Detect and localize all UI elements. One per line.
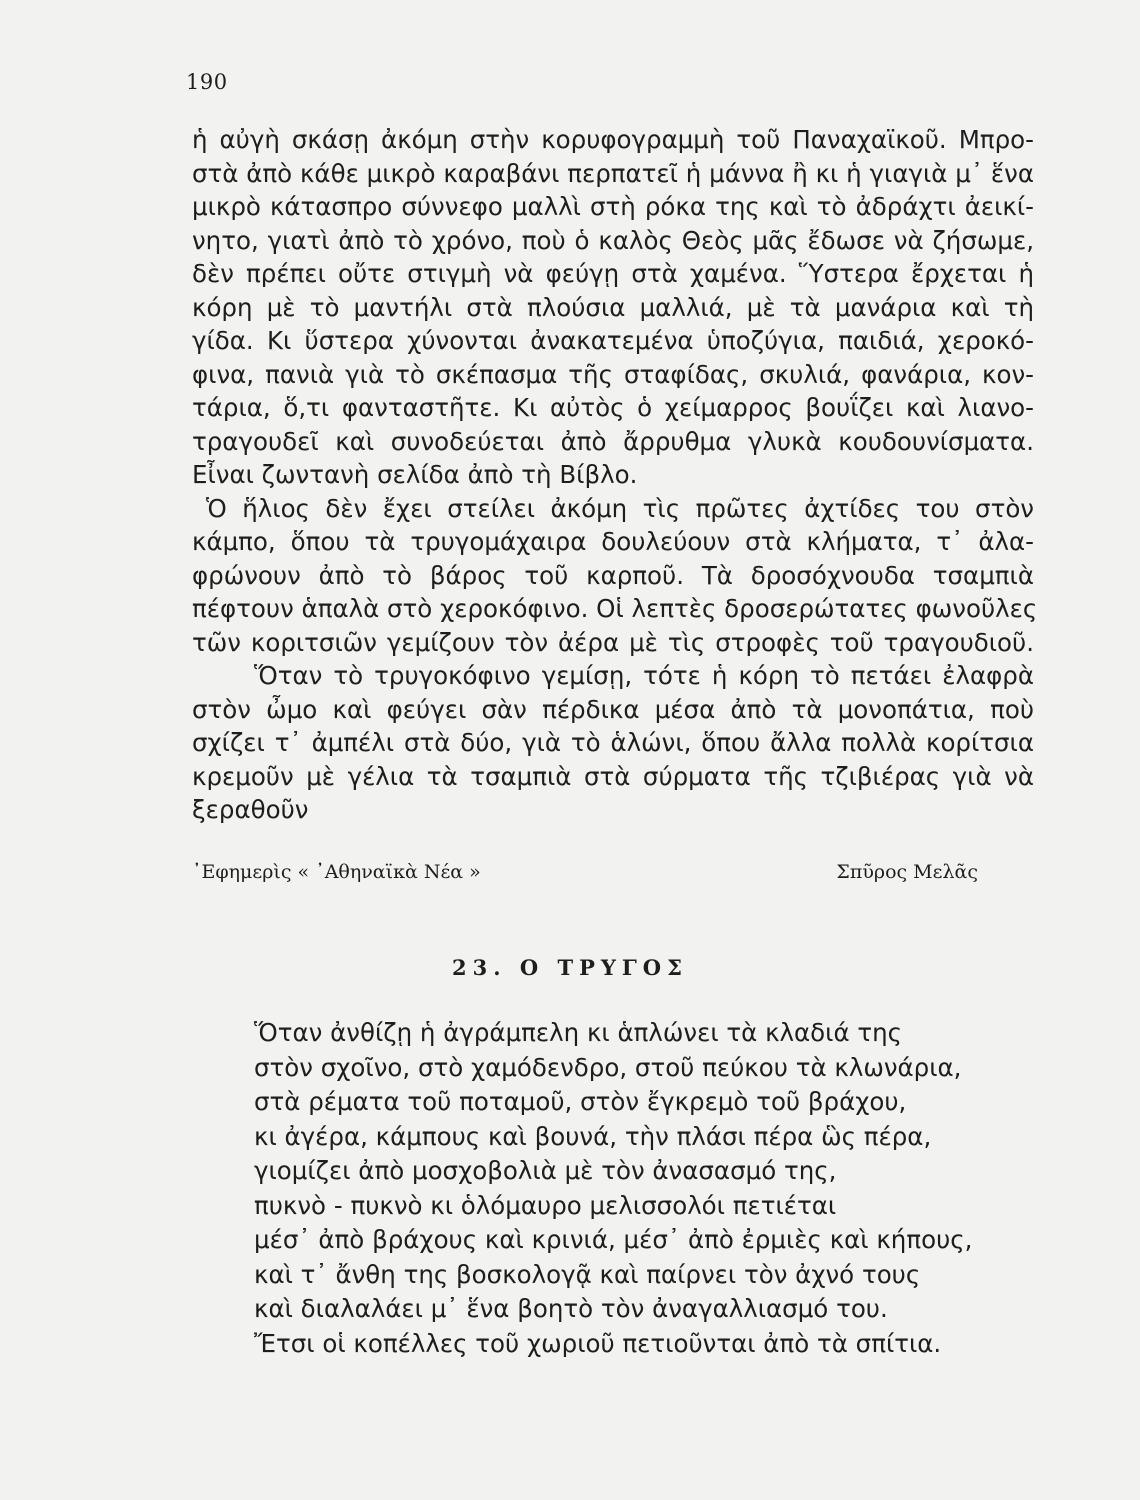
poem-line: μέσ᾽ ἀπὸ βράχους καὶ κρινιά, μέσ᾽ ἀπὸ ἐρμιὲς καὶ κήπους, — [254, 1225, 973, 1254]
poem-line: Ὅταν ἀνθίζῃ ἡ ἀγράμπελη κι ἁπλώνει τὰ κλαδιά της — [254, 1018, 903, 1047]
source-author: Σπῦρος Μελᾶς — [836, 861, 978, 883]
prose-line: στὰ ἀπὸ κάθε μικρὸ καραβάνι περπατεῖ ἡ μάννα ἢ κι ἡ γιαγιὰ μ᾽ ἕνα — [192, 158, 1034, 188]
source-publication: ᾽Εφημερὶς « ᾽Αθηναϊκὰ Νέα » — [192, 861, 481, 883]
poem-line: γιομίζει ἀπὸ μοσχοβολιὰ μὲ τὸν ἀνασασμό της, — [254, 1156, 837, 1185]
prose-line: ἡ αὐγὴ σκάσῃ ἀκόμη στὴν κορυφογραμμὴ τοῦ Παναχαϊκοῦ. Μπρο- — [192, 125, 1034, 154]
prose-line: δὲν πρέπει οὔτε στιγμὴ νὰ φεύγῃ στὰ χαμένα. Ὕστερα ἔρχεται ἡ — [192, 259, 1034, 288]
prose-line: μικρὸ κάτασπρο σύννεφο μαλλὶ στὴ ρόκα της καὶ τὸ ἀδράχτι ἀεικί- — [192, 192, 1034, 221]
prose-line: κόρη μὲ τὸ μαντήλι στὰ πλούσια μαλλιά, μὲ τὰ μανάρια καὶ τὴ — [192, 292, 1034, 322]
prose-line: στὸν ὦμο καὶ φεύγει σὰν πέρδικα μέσα ἀπὸ τὰ μονοπάτια, ποὺ — [192, 694, 1034, 724]
prose-passage — [192, 123, 1038, 827]
poem-line: καὶ διαλαλάει μ᾽ ἕνα βοητὸ τὸν ἀναγαλλιασμό του. — [254, 1294, 888, 1323]
prose-line: ξεραθοῦν — [192, 795, 309, 824]
page-number: 190 — [186, 70, 228, 94]
prose-line: Ὁ ἥλιος δὲν ἔχει στείλει ἀκόμη τὶς πρῶτες ἀχτίδες του στὸν — [206, 493, 1034, 523]
prose-line: κρεμοῦν μὲ γέλια τὰ τσαμπιὰ στὰ σύρματα τῆς τζιβιέρας γιὰ νὰ — [192, 761, 1034, 791]
prose-line: φινα, πανιὰ γιὰ τὸ σκέπασμα τῆς σταφίδας, σκυλιά, φανάρια, κον- — [192, 359, 1034, 389]
prose-line: νητο, γιατὶ ἀπὸ τὸ χρόνο, ποὺ ὁ καλὸς Θεὸς μᾶς ἔδωσε νὰ ζήσωμε, — [192, 225, 1034, 255]
poem-line: πυκνὸ - πυκνὸ κι ὁλόμαυρο μελισσολόι πετιέται — [254, 1190, 837, 1220]
poem-line: Ἔτσι οἱ κοπέλλες τοῦ χωριοῦ πετιοῦνται ἀπὸ τὰ σπίτια. — [254, 1328, 942, 1358]
poem-line: στὸν σχοῖνο, στὸ χαμόδενδρο, στοῦ πεύκου τὰ κλωνάρια, — [254, 1052, 962, 1082]
prose-line: σχίζει τ᾽ ἀμπέλι στὰ δύο, γιὰ τὸ ἁλώνι, ὅπου ἄλλα πολλὰ κορίτσια — [192, 728, 1034, 757]
prose-line: φρώνουν ἀπὸ τὸ βάρος τοῦ καρποῦ. Τὰ δροσόχνουδα τσαμπιὰ — [192, 560, 1034, 590]
poem — [254, 1016, 972, 1361]
poem-line: κι ἀγέρα, κάμπους καὶ βουνά, τὴν πλάσι πέρα ὣς πέρα, — [254, 1121, 932, 1151]
poem-line: στὰ ρέματα τοῦ ποταμοῦ, στὸν ἔγκρεμὸ τοῦ βράχου, — [254, 1087, 907, 1116]
prose-line: τραγουδεῖ καὶ συνοδεύεται ἀπὸ ἄρρυθμα γλυκὰ κουδουνίσματα. — [192, 426, 1034, 456]
prose-line: κάμπο, ὅπου τὰ τρυγομάχαιρα δουλεύουν στὰ κλήματα, τ᾽ ἀλα- — [192, 527, 1034, 556]
source-attribution — [192, 861, 978, 883]
prose-line: τῶν κοριτσιῶν γεμίζουν τὸν ἀέρα μὲ τὶς στροφὲς τοῦ τραγουδιοῦ. — [192, 627, 1034, 657]
poem-line: καὶ τ᾽ ἄνθη της βοσκολογᾷ καὶ παίρνει τὸν ἀχνό τους — [254, 1259, 921, 1289]
prose-line: Ὅταν τὸ τρυγοκόφινο γεμίσῃ, τότε ἡ κόρη τὸ πετάει ἐλαφρὰ — [254, 661, 1034, 690]
section-title: 23. Ο ΤΡΥΓΟΣ — [452, 955, 688, 980]
prose-line: Εἶναι ζωντανὴ σελίδα ἀπὸ τὴ Βίβλο. — [192, 460, 638, 489]
prose-line: τάρια, ὅ,τι φανταστῆτε. Κι αὐτὸς ὁ χείμαρρος βουΐζει καὶ λιανο- — [192, 393, 1034, 422]
prose-line: γίδα. Κι ὕστερα χύνονται ἀνακατεμένα ὑποζύγια, παιδιά, χεροκό- — [192, 326, 1034, 355]
prose-line: πέφτουν ἁπαλὰ στὸ χεροκόφινο. Οἱ λεπτὲς δροσερώτατες φωνοῦλες — [192, 594, 1038, 623]
